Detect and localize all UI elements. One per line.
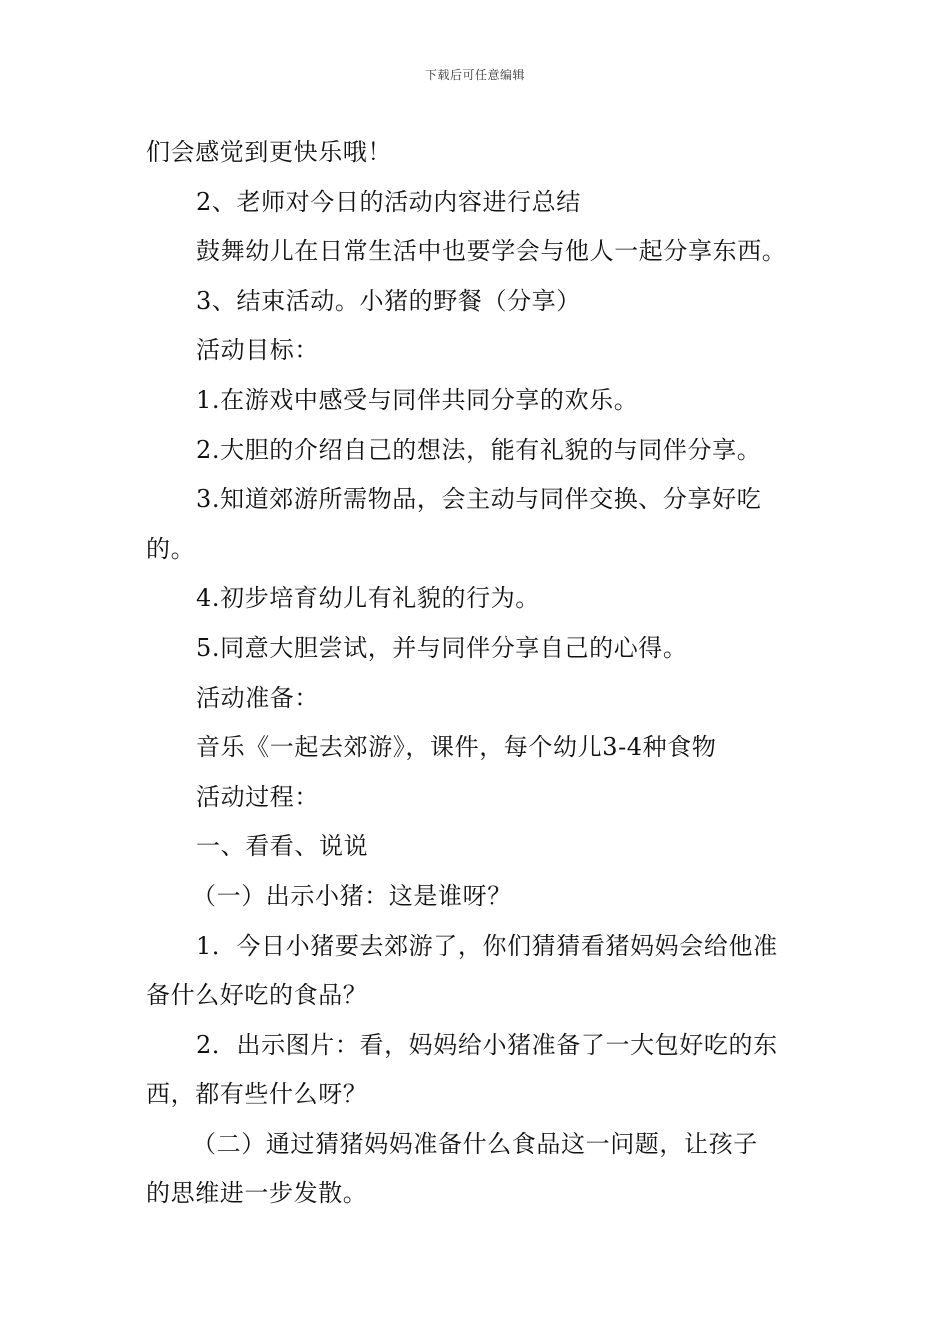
text-line: 的思维进一步发散。 <box>146 1179 368 1208</box>
text-line: 活动过程： <box>196 782 319 811</box>
page-header: 下载后可任意编辑 <box>424 68 525 82</box>
text-line: 西，都有些什么呀？ <box>146 1080 368 1109</box>
text-line: 2．出示图片：看，妈妈给小猪准备了一大包好吃的东 <box>196 1030 778 1059</box>
text-line: 备什么好吃的食品？ <box>146 981 368 1010</box>
text-line: 活动目标： <box>196 336 319 365</box>
text-line: 音乐《一起去郊游》，课件，每个幼儿3-4种食物 <box>196 733 717 762</box>
text-line: 1．今日小猪要去郊游了，你们猜猜看猪妈妈会给他准 <box>196 931 778 960</box>
text-line: （一）出示小猪：这是谁呀？ <box>192 881 512 910</box>
document-body <box>146 128 810 1219</box>
text-line: 5.同意大胆尝试，并与同伴分享自己的心得。 <box>196 633 688 662</box>
text-line: 的。 <box>146 534 196 563</box>
text-line: 4.初步培育幼儿有礼貌的行为。 <box>196 584 540 613</box>
text-line: 活动准备： <box>196 683 319 712</box>
text-line: 2.大胆的介绍自己的想法，能有礼貌的与同伴分享。 <box>196 435 762 464</box>
text-line: 2、老师对今日的活动内容进行总结 <box>196 187 581 216</box>
text-line: 3.知道郊游所需物品，会主动与同伴交换、分享好吃 <box>196 485 762 514</box>
text-line: 一、看看、说说 <box>196 832 369 861</box>
text-line: 们会感觉到更快乐哦！ <box>146 138 392 166</box>
text-line: 鼓舞幼儿在日常生活中也要学会与他人一起分享东西。 <box>196 237 787 266</box>
text-line: 3、结束活动。小猪的野餐（分享） <box>196 286 581 315</box>
text-line: 1.在游戏中感受与同伴共同分享的欢乐。 <box>196 385 639 414</box>
text-line: （二）通过猜猪妈妈准备什么食品这一问题，让孩子 <box>192 1129 758 1158</box>
